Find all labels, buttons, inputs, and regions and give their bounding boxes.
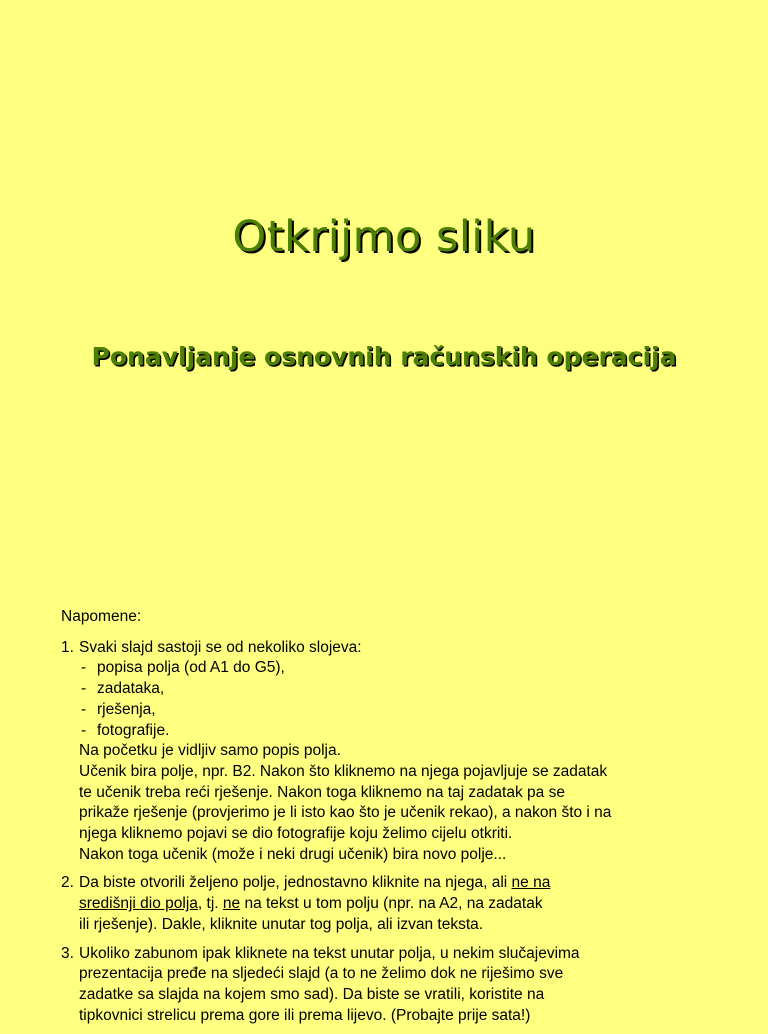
bullet-item: - popisa polja (od A1 do G5), (81, 659, 285, 677)
note-number: 3. (61, 944, 74, 962)
note-line: središnji dio polja, tj. ne na tekst u tom polju (npr. na A2, na zadatak (79, 895, 543, 913)
note-number: 1. (61, 638, 74, 656)
note-line: Svaki slajd sastoji se od nekoliko slojeva: (79, 638, 362, 656)
underlined-text: ne na (511, 874, 551, 892)
note-body (79, 944, 741, 1027)
note-line: zadatke sa slajda na kojem smo sad). Da biste se vratili, koristite na (79, 985, 545, 1003)
note-line: tipkovnici strelicu prema gore ili prema lijevo. (Probajte prije sata!) (79, 1006, 531, 1024)
bullet-item: - zadataka, (81, 680, 165, 698)
note-line: njega kliknemo pojavi se dio fotografije koju želimo cijelu otkriti. (79, 825, 513, 843)
note-line: Ukoliko zabunom ipak kliknete na tekst unutar polja, u nekim slučajevima (79, 944, 580, 962)
notes-section (61, 607, 741, 1034)
note-item-3 (61, 944, 741, 1027)
note-item-1 (61, 638, 741, 866)
note-body (79, 638, 741, 866)
underlined-text: središnji dio polja (79, 895, 198, 913)
note-item-2 (61, 873, 741, 935)
underlined-text: ne (222, 895, 241, 913)
note-line: te učenik treba reći rješenje. Nakon toga kliknemo na taj zadatak pa se (79, 783, 565, 801)
slide-title: Otkrijmo sliku (232, 212, 536, 262)
bullet-item: - fotografije. (81, 721, 170, 739)
note-body (79, 873, 741, 935)
notes-heading: Napomene: (61, 608, 142, 625)
note-line: Nakon toga učenik (može i neki drugi učenik) bira novo polje... (79, 845, 507, 863)
slide-subtitle: Ponavljanje osnovnih računskih operacija (91, 342, 677, 371)
note-line: ili rješenje). Dakle, kliknite unutar tog polja, ali izvan teksta. (79, 915, 484, 933)
note-line: Na početku je vidljiv samo popis polja. (79, 742, 341, 760)
note-line: Učenik bira polje, npr. B2. Nakon što kliknemo na njega pojavljuje se zadatak (79, 762, 608, 780)
note-line: prikaže rješenje (provjerimo je li isto kao što je učenik rekao), a nakon što i na (79, 804, 612, 822)
note-line: prezentacija pređe na sljedeći slajd (a to ne želimo dok ne riješimo sve (79, 965, 564, 983)
note-line: Da biste otvorili željeno polje, jednostavno kliknite na njega, ali ne na (79, 874, 551, 892)
note-number: 2. (61, 874, 74, 892)
bullet-list (79, 658, 741, 741)
bullet-item: - rješenja, (81, 700, 156, 718)
